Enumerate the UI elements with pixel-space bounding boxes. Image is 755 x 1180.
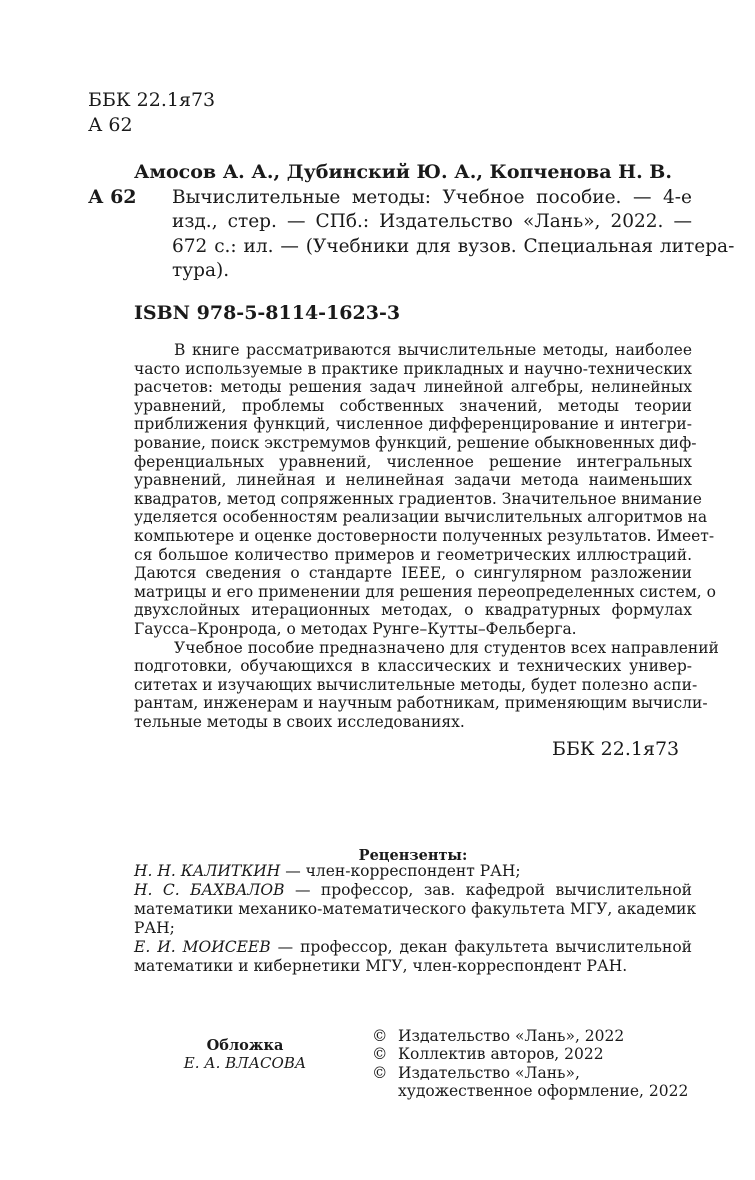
reviewer-line (134, 938, 692, 957)
reviewer-line (134, 862, 692, 881)
authors-line: Амосов А. А., Дубинский Ю. А., Копченова Н. В. (134, 161, 672, 183)
reviewer-name: Е. И. МОИСЕЕВ (134, 938, 271, 956)
bbk-code: ББК 22.1я73 (88, 89, 216, 111)
copyright-icon: © (372, 1045, 388, 1064)
annotation-line: приближения функций, численное дифференцирование и интегри- (134, 415, 692, 434)
annotation-line: рование, поиск экстремумов функций, решение обыкновенных диф- (134, 433, 697, 452)
reviewer-title: — член-корреспондент РАН; (280, 862, 521, 880)
annotation-line: часто используемые в практике прикладных и научно-технических (134, 359, 692, 378)
author-mark: А 62 (88, 114, 133, 136)
reviewers-heading: Рецензенты: (358, 847, 468, 864)
annotation-line: уравнений, проблемы собственных значений, методы теории (134, 396, 692, 415)
annotation-line: компьютере и оценке достоверности полученных результатов. Имеет- (134, 526, 715, 545)
annotation-line: квадратов, метод сопряженных градиентов. Значительное внимание (134, 489, 702, 508)
cover-designer-name: Е. А. ВЛАСОВА (183, 1054, 307, 1072)
author-mark-bold: А 62 (88, 186, 137, 208)
reviewer-title: — профессор, декан факультета вычислительной (270, 938, 692, 956)
bbk-code-bottom: ББК 22.1я73 (552, 738, 680, 760)
annotation-line: Гаусса–Кронрода, о методах Рунге–Кутты–Фельберга. (134, 619, 577, 638)
annotation (134, 341, 719, 731)
annotation-line: двухслойных итерационных методах, о квадратурных формулах (134, 601, 692, 620)
reviewer-line: математики и кибернетики МГУ, член-корреспондент РАН. (134, 957, 628, 975)
reviewer-line: РАН; (134, 919, 175, 937)
copyright-text: Издательство «Лань», (398, 1063, 580, 1082)
copyright-text: Издательство «Лань», 2022 (398, 1027, 625, 1045)
cover-credit-label: Обложка (206, 1037, 284, 1054)
bbk-classification-block (88, 88, 215, 138)
reviewer-name: Н. Н. КАЛИТКИН (134, 862, 281, 880)
reviewer-name: Н. С. БАХВАЛОВ (134, 881, 285, 899)
copyright-icon: © (372, 1027, 388, 1045)
annotation-line: матрицы и его применении для решения переопределенных систем, о (134, 582, 716, 601)
annotation-line: Учебное пособие предназначено для студентов всех направлений (174, 638, 719, 657)
annotation-line: ситетах и изучающих вычислительные методы, будет полезно аспи- (134, 675, 698, 694)
copyright-line (372, 1045, 692, 1063)
annotation-line: уравнений, линейная и нелинейная задачи метода наименьших (134, 471, 692, 490)
reviewer-line: математики механико-математического факультета МГУ, академик (134, 900, 697, 918)
copyright-text: Коллектив авторов, 2022 (398, 1045, 604, 1064)
reviewer-line (134, 881, 692, 900)
copyright-line (372, 1064, 692, 1082)
annotation-line: уделяется особенностям реализации вычислительных алгоритмов на (134, 508, 708, 527)
copyright-icon: © (372, 1063, 388, 1082)
biblio-line: изд., стер. — СПб.: Издательство «Лань», 2022. — (172, 211, 692, 233)
copyright-line (372, 1027, 692, 1045)
biblio-line: Вычислительные методы: Учебное пособие. — 4-е (172, 187, 692, 208)
bibliographic-description (172, 186, 735, 283)
reviewers-list (134, 862, 697, 976)
annotation-line: подготовки, обучающихся в классических и технических универ- (134, 657, 692, 676)
isbn: ISBN 978-5-8114-1623-3 (134, 302, 401, 324)
annotation-line: ференциальных уравнений, численное решение интегральных (134, 452, 692, 471)
biblio-line: 672 с.: ил. — (Учебники для вузов. Специальная литера- (172, 235, 735, 257)
annotation-line: тельные методы в своих исследованиях. (134, 712, 465, 731)
copyright-continuation: художественное оформление, 2022 (398, 1081, 689, 1100)
biblio-line: тура). (172, 259, 230, 281)
annotation-line: ся большое количество примеров и геометрических иллюстраций. (134, 545, 692, 564)
annotation-line: В книге рассматриваются вычислительные методы, наиболее (174, 341, 692, 359)
reviewer-title: — профессор, зав. кафедрой вычислительной (284, 881, 692, 899)
copyright-block (372, 1027, 692, 1100)
annotation-line: рантам, инженерам и научным работникам, применяющим вычисли- (134, 694, 708, 713)
annotation-line: Даются сведения о стандарте IEEE, о сингулярном разложении (134, 564, 692, 583)
annotation-line: расчетов: методы решения задач линейной алгебры, нелинейных (134, 378, 692, 397)
